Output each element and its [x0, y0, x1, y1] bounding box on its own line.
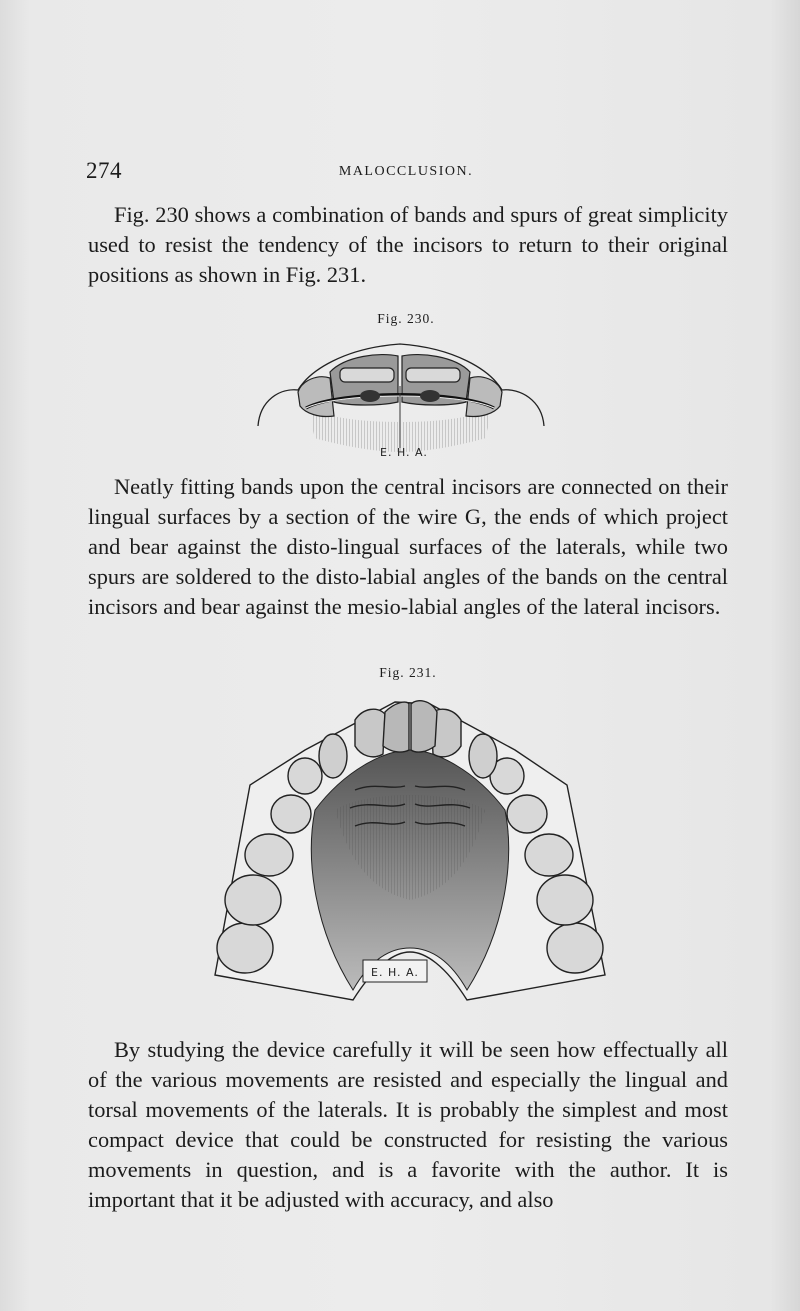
figure-230-caption: Fig. 230. [377, 311, 435, 326]
paragraph-1 [88, 200, 728, 290]
figure-231-initials: E. H. A. [371, 966, 419, 979]
bands-and-spurs-drawing [250, 330, 550, 462]
page-number: 274 [86, 158, 122, 183]
paragraph-2 [88, 472, 728, 622]
figure-230-initials: E. H. A. [380, 446, 428, 459]
upper-dental-arch-drawing [205, 690, 615, 1020]
paragraph-2-text: Neatly fitting bands upon the central incisors are connected on their lingual surfaces by a section of the wire G, the ends of which project and bear against the disto-lingual surfaces of the laterals, while two spurs are soldered to the disto-labial angles of the bands on the central incisors and bear against the mesio-labial angles of the lateral incisors. [88, 474, 728, 619]
figure-231-illustration [205, 690, 615, 1020]
figure-230-illustration [250, 330, 550, 462]
running-head: MALOCCLUSION. [338, 164, 474, 179]
paragraph-3-text: By studying the device carefully it will be seen how effectually all of the various movements are resisted and especially the lingual and torsal movements of the laterals. It is probably the simplest and most compact device that could be constructed for resisting the various movements in question, and is a favorite with the author. It is important that it be adjusted with accuracy, and also [88, 1037, 728, 1212]
paragraph-1-text: Fig. 230 shows a combination of bands and spurs of great simplicity used to resist the tendency of the incisors to return to their original positions as shown in Fig. 231. [88, 202, 728, 287]
page-header [86, 158, 726, 188]
figure-231-caption: Fig. 231. [379, 665, 437, 680]
paragraph-3 [88, 1035, 728, 1215]
